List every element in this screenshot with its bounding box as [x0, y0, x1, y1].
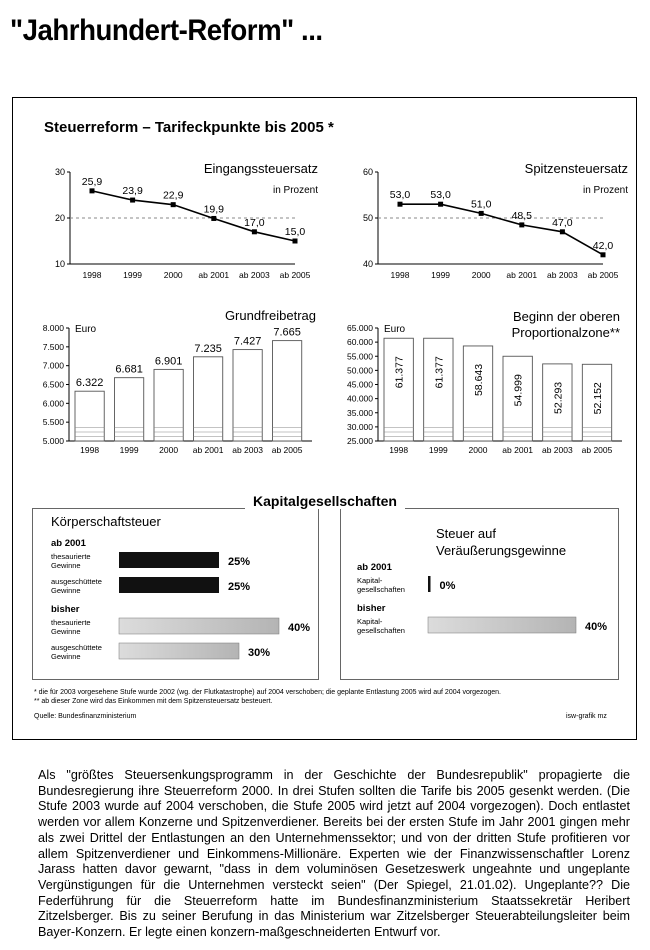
- grundfrei-value-label: 6.901: [154, 355, 183, 368]
- eingang-title: Eingangssteuersatz: [203, 161, 318, 176]
- proport-title: Proportionalzone**: [511, 325, 620, 340]
- grundfrei-ytick-label: 5.500: [42, 417, 64, 428]
- spitzen-value-label: 53,0: [430, 189, 451, 202]
- koerperschaft-group-label: bisher: [51, 604, 80, 615]
- veraeusserung-value-label: 40%: [585, 621, 608, 633]
- eingang-value-label: 22,9: [162, 189, 184, 202]
- proport-xtick-label: 1999: [428, 445, 448, 455]
- koerperschaft-item-label: ausgeschüttete: [51, 643, 102, 652]
- grundfrei-ytick-label: 7.500: [42, 341, 64, 352]
- grundfrei-value-label: 6.322: [75, 377, 104, 390]
- grundfrei-ytick-label: 7.000: [42, 360, 64, 371]
- proport-value-label: 54.999: [512, 374, 525, 407]
- veraeusserung-group-label: bisher: [357, 603, 386, 614]
- proport-xtick-label: ab 2001: [502, 445, 534, 455]
- proport-value-label: 58.643: [473, 363, 486, 397]
- spitzen-xtick-label: ab 2003: [547, 270, 578, 280]
- veraeusserung-group-label: ab 2001: [357, 562, 392, 573]
- eingang-value-label: 19,9: [203, 203, 225, 216]
- eingang-unit: in Prozent: [272, 185, 318, 196]
- spitzen-xtick-label: 1999: [431, 270, 451, 280]
- proport-unit: Euro: [384, 324, 406, 335]
- eingang-value-label: 15,0: [284, 226, 306, 238]
- grundfrei-unit: Euro: [75, 324, 97, 335]
- eingang-xtick-label: ab 2003: [239, 270, 270, 280]
- spitzen-point: [479, 211, 484, 216]
- grundfrei-xtick-label: ab 2005: [271, 445, 303, 455]
- veraeusserung-item-label: Kapital-: [357, 617, 383, 626]
- grundfrei-bar: [154, 369, 183, 441]
- koerperschaft-value-label: 25%: [228, 556, 251, 568]
- proport-ytick-label: 25.000: [347, 436, 373, 446]
- proport-ytick-label: 55.000: [347, 351, 373, 362]
- eingang-point: [171, 202, 176, 207]
- spitzen-point: [601, 252, 606, 257]
- footnote-1: * die für 2003 vorgesehene Stufe wurde 2002 (wg. der Flutkatastrophe) auf 2004 verschoben; die geplante Entlastung 2005 wird auf 2004 vorgezogen.: [34, 689, 501, 696]
- spitzen-xtick-label: 1998: [390, 270, 410, 280]
- spitzen-value-label: 47,0: [552, 216, 573, 229]
- eingang-point: [252, 229, 257, 234]
- veraeusserung-box: [340, 508, 619, 680]
- grundfrei-ytick-label: 6.000: [42, 398, 64, 409]
- grundfrei-bar: [194, 357, 223, 441]
- proport-title: Beginn der oberen: [513, 309, 620, 324]
- koerperschaft-item-label: thesaurierte: [51, 618, 91, 627]
- kapital-title: [0, 493, 650, 509]
- koerperschaft-item-label: Gewinne: [51, 627, 81, 636]
- eingang-xtick-label: 1999: [123, 270, 143, 280]
- eingang-point: [211, 216, 216, 221]
- grundfrei-value-label: 6.681: [115, 363, 143, 376]
- grundfrei-value-label: 7.665: [273, 326, 301, 339]
- grundfrei-value-label: 7.235: [194, 342, 222, 355]
- spitzen-point: [398, 202, 403, 207]
- grundfrei-title: Grundfreibetrag: [224, 308, 316, 323]
- spitzen-point: [519, 222, 524, 227]
- eingang-xtick-label: 1998: [82, 270, 102, 280]
- spitzen-series-line: [400, 204, 603, 255]
- proport-ytick-label: 65.000: [347, 323, 373, 333]
- koerperschaft-group-label: ab 2001: [51, 538, 86, 549]
- proport-value-label: 52.293: [552, 381, 565, 414]
- spitzen-point: [438, 202, 443, 207]
- grundfrei-bar: [75, 391, 104, 441]
- spitzen-xtick-label: 2000: [471, 270, 491, 280]
- grundfrei-xtick-label: ab 2003: [232, 445, 263, 455]
- spitzen-xtick-label: ab 2001: [506, 270, 538, 280]
- koerperschaft-box: [32, 508, 319, 680]
- source-note: Quelle: Bundesfinanzministerium: [34, 713, 137, 720]
- veraeusserung-value-label: 0%: [439, 580, 456, 592]
- spitzen-ytick-label: 50: [362, 213, 373, 223]
- proport-bar: [424, 338, 453, 441]
- kapital-title-text: Kapitalgesellschaften: [245, 493, 405, 509]
- spitzen-ytick-label: 40: [362, 259, 373, 269]
- proport-xtick-label: 1998: [389, 445, 409, 455]
- spitzen-xtick-label: ab 2005: [587, 270, 619, 280]
- spitzen-ytick-label: 60: [362, 167, 373, 177]
- eingang-ytick-label: 20: [54, 213, 65, 223]
- proport-value-label: 61.377: [433, 356, 446, 389]
- veraeusserung-item-label: Kapital-: [357, 576, 383, 585]
- veraeusserung-item-label: gesellschaften: [357, 626, 405, 635]
- eingang-ytick-label: 10: [54, 259, 65, 269]
- proport-value-label: 61.377: [393, 356, 406, 389]
- eingang-point: [130, 198, 135, 203]
- spitzen-point: [560, 229, 565, 234]
- headline: "Jahrhundert-Reform" ...: [10, 14, 323, 47]
- eingang-value-label: 17,0: [244, 216, 265, 229]
- koerperschaft-item-label: thesaurierte: [51, 552, 91, 561]
- spitzen-title: Spitzensteuersatz: [524, 161, 628, 176]
- eingang-value-label: 23,9: [122, 185, 143, 198]
- koerperschaft-value-label: 25%: [228, 581, 251, 593]
- grundfrei-ytick-label: 6.500: [42, 379, 64, 390]
- eingang-ytick-label: 30: [54, 167, 65, 177]
- veraeusserung-item-label: gesellschaften: [357, 585, 405, 594]
- proport-ytick-label: 40.000: [347, 393, 373, 404]
- koerperschaft-item-label: Gewinne: [51, 561, 81, 570]
- eingang-point: [293, 239, 298, 244]
- proport-xtick-label: ab 2003: [541, 445, 573, 455]
- grundfrei-bar: [273, 341, 302, 441]
- proport-ytick-label: 45.000: [347, 379, 373, 390]
- proport-bar: [384, 338, 413, 441]
- proport-xtick-label: 2000: [468, 445, 488, 455]
- koerperschaft-item-label: Gewinne: [51, 652, 81, 661]
- figure-title: Steuerreform – Tarifeckpunkte bis 2005 *: [44, 119, 334, 136]
- grundfrei-bar: [115, 378, 144, 441]
- eingang-value-label: 25,9: [81, 175, 103, 188]
- koerperschaft-value-label: 30%: [248, 647, 271, 659]
- grundfrei-ytick-label: 8.000: [42, 323, 64, 333]
- veraeusserung-title: Steuer auf: [436, 526, 496, 541]
- proport-ytick-label: 30.000: [347, 421, 373, 432]
- koerperschaft-item-label: ausgeschüttete: [51, 577, 102, 586]
- grundfrei-value-label: 7.427: [233, 335, 262, 348]
- article-text: Als "größtes Steuersenkungsprogramm in der Geschichte der Bundesrepublik" propagierte die Bundesregierung ihre Steuerreform 2000. In drei Stufen sollten die Tarife bis 2005 gesenkt werden. (Die Stufe 2003 wurde auf 2004 verschoben, die Stufe 2005 wird jetzt auf 2004 vorgezogen). Doch entlastet werden vor allem Konzerne und Spitzenverdiener. Bereits bei der ersten Stufe im Jahr 2001 gingen mehr als zwei Drittel der Entlastungen an den Unternehmenssektor; und von der dritten Stufe profitieren vor allem Spitzenverdiener und Einkommens-Millionäre. Experten wie der Finanzwissenschaftler Lorenz Jarass hatten davor gewarnt, "dass in dem voluminösen Gesetzeswerk ungeahnte und ungeplante Vergünstigungen für die Unternehmen versteckt seien" (Der Spiegel, 21.01.02). Ungeplante?? Die Federführung für die Steuerreform hatte im Bundesfinanzministerium Staatssekretär Heribert Zitzelsberger. Bis zu seiner Berufung in das Ministerium war Zitzelsberger Steuerabteilungsleiter beim Bayer-Konzern. Er legte einen konzern-maßgeschneiderten Entwurf vor.: [38, 768, 630, 940]
- koerperschaft-title: Körperschaftsteuer: [51, 514, 161, 529]
- grundfrei-xtick-label: 1999: [119, 445, 139, 455]
- koerperschaft-item-label: Gewinne: [51, 586, 81, 595]
- credit-note: isw-grafik mz: [566, 713, 607, 720]
- grundfrei-xtick-label: 2000: [159, 445, 179, 455]
- footnote-2: ** ab dieser Zone wird das Einkommen mit dem Spitzensteuersatz besteuert.: [34, 698, 273, 705]
- spitzen-value-label: 53,0: [389, 189, 411, 202]
- grundfrei-xtick-label: ab 2001: [192, 445, 224, 455]
- spitzen-value-label: 42,0: [592, 239, 614, 252]
- eingang-xtick-label: 2000: [163, 270, 183, 280]
- proport-ytick-label: 35.000: [347, 407, 373, 418]
- spitzen-unit: in Prozent: [582, 185, 628, 196]
- eingang-point: [90, 188, 95, 193]
- spitzen-value-label: 48,5: [511, 209, 533, 222]
- spitzen-value-label: 51,0: [470, 198, 492, 211]
- grundfrei-ytick-label: 5.000: [42, 436, 64, 446]
- veraeusserung-title: Veräußerungsgewinne: [436, 543, 567, 558]
- grundfrei-xtick-label: 1998: [80, 445, 100, 455]
- proport-ytick-label: 60.000: [347, 337, 373, 348]
- proport-xtick-label: ab 2005: [581, 445, 613, 455]
- koerperschaft-value-label: 40%: [288, 622, 311, 634]
- eingang-xtick-label: ab 2001: [198, 270, 230, 280]
- eingang-xtick-label: ab 2005: [279, 270, 311, 280]
- proport-ytick-label: 50.000: [347, 365, 373, 376]
- proport-value-label: 52.152: [592, 382, 605, 415]
